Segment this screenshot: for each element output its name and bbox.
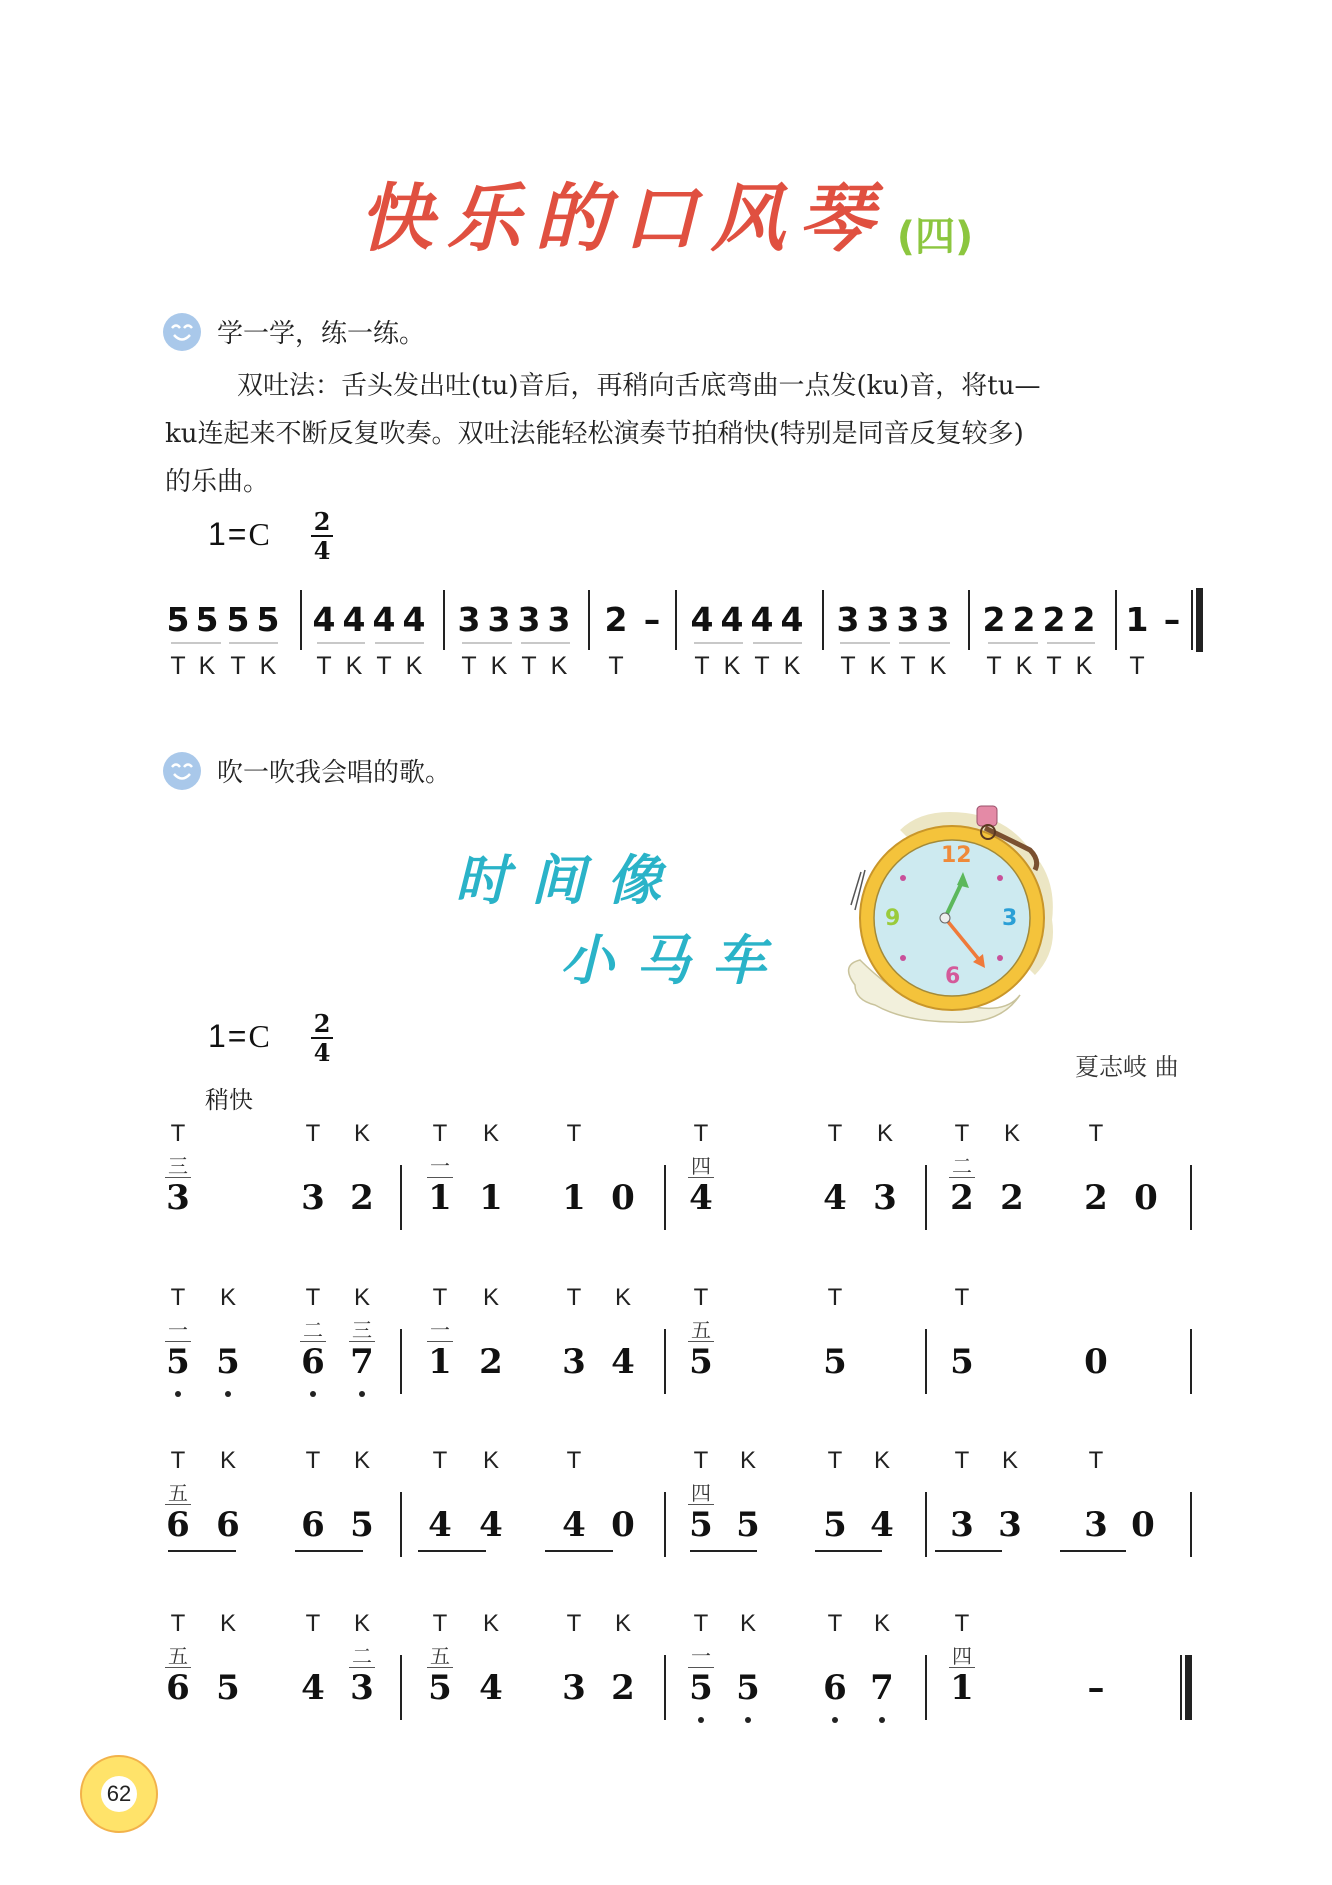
note: 5 (689, 1505, 713, 1545)
note: 6 (216, 1505, 240, 1545)
tongue-syllable: T (693, 1610, 709, 1637)
tongue-syllable: T (954, 1447, 970, 1474)
note: 4 (870, 1505, 894, 1545)
note: 4 (301, 1668, 325, 1708)
note: 1 (950, 1668, 974, 1708)
tongue-syllable: T (1129, 652, 1145, 680)
fingering-number: 一 (688, 1646, 714, 1668)
key-letter: C (248, 515, 270, 552)
bar-line (664, 1655, 666, 1720)
note: 4 (720, 600, 744, 639)
time-beats: 2 (311, 1012, 334, 1039)
paragraph-line: 的乐曲。 (165, 467, 270, 497)
beat-underline (1060, 1550, 1126, 1552)
tongue-syllable: T (693, 1120, 709, 1147)
tongue-syllable: K (490, 652, 508, 680)
tongue-syllable: K (783, 652, 801, 680)
key-signature (208, 507, 333, 565)
svg-text:9: 9 (885, 906, 901, 931)
tongue-syllable: T (376, 652, 392, 680)
bar-line (822, 590, 824, 650)
beat-underline (521, 642, 570, 644)
note: 5 (823, 1342, 847, 1382)
tongue-syllable: T (566, 1447, 582, 1474)
fingering-number: 一 (427, 1320, 453, 1342)
fingering-number: 二 (349, 1646, 375, 1668)
tongue-syllable: K (1001, 1447, 1019, 1474)
note: 5 (166, 1342, 190, 1382)
note: 4 (750, 600, 774, 639)
section1-paragraph (165, 362, 1200, 506)
tongue-syllable: T (608, 652, 624, 680)
tongue-syllable: T (305, 1120, 321, 1147)
note: 0 (1134, 1178, 1158, 1218)
bar-line (400, 1165, 402, 1230)
tempo-marking: 稍快 (205, 1086, 253, 1114)
tongue-syllable: K (739, 1610, 757, 1637)
tongue-syllable: K (739, 1447, 757, 1474)
note: 6 (166, 1668, 190, 1708)
tongue-syllable: T (170, 1447, 186, 1474)
tongue-syllable: K (550, 652, 568, 680)
end-bar-thick (1185, 1655, 1192, 1720)
bar-line (664, 1165, 666, 1230)
bar-line (664, 1329, 666, 1394)
note: 4 (372, 600, 396, 639)
time-unit: 4 (313, 1038, 331, 1067)
note: 4 (312, 600, 336, 639)
bar-line (925, 1655, 927, 1720)
low-octave-dot (225, 1391, 231, 1397)
beat-underline (171, 642, 221, 644)
tongue-syllable: T (461, 652, 477, 680)
note: 5 (216, 1668, 240, 1708)
note: – (1163, 600, 1181, 639)
tongue-syllable: K (219, 1447, 237, 1474)
tongue-syllable: K (873, 1447, 891, 1474)
tongue-syllable: T (432, 1610, 448, 1637)
key-equals: = (227, 1017, 247, 1054)
note: 4 (780, 600, 804, 639)
note: 2 (604, 600, 628, 639)
note: 4 (428, 1505, 452, 1545)
bar-line (675, 590, 677, 650)
beat-underline (317, 642, 365, 644)
note: 1 (428, 1178, 452, 1218)
bar-line (925, 1329, 927, 1394)
note: 4 (402, 600, 426, 639)
note: 2 (950, 1178, 974, 1218)
svg-text:6: 6 (945, 964, 961, 989)
bar-line (400, 1329, 402, 1394)
note: 3 (547, 600, 571, 639)
bar-line (925, 1492, 927, 1557)
tongue-syllable: T (827, 1610, 843, 1637)
tongue-syllable: T (954, 1610, 970, 1637)
note: 6 (301, 1342, 325, 1382)
note: 3 (301, 1178, 325, 1218)
fingering-number: 四 (688, 1156, 714, 1178)
key-tonic: 1 (208, 1017, 226, 1054)
tongue-syllable: T (1088, 1447, 1104, 1474)
bar-line (1190, 1165, 1192, 1230)
tongue-syllable: K (198, 652, 216, 680)
note: 2 (1084, 1178, 1108, 1218)
tongue-syllable: T (954, 1284, 970, 1311)
note: 3 (487, 600, 511, 639)
note: 5 (736, 1668, 760, 1708)
tongue-syllable: K (219, 1284, 237, 1311)
bar-line (588, 590, 590, 650)
note: 2 (479, 1342, 503, 1382)
song-title-line2: 小马车 (560, 929, 788, 992)
note: 7 (350, 1342, 374, 1382)
page-title (0, 160, 1332, 266)
bar-line (925, 1165, 927, 1230)
bar-line (1190, 1329, 1192, 1394)
fingering-number: 一 (427, 1156, 453, 1178)
beat-underline (545, 1550, 613, 1552)
note: 3 (866, 600, 890, 639)
note: 1 (428, 1342, 452, 1382)
fingering-number: 五 (165, 1646, 191, 1668)
tongue-syllable: T (754, 652, 770, 680)
fingering-number: 五 (165, 1483, 191, 1505)
tongue-syllable: T (305, 1447, 321, 1474)
beat-underline (988, 642, 1038, 644)
tongue-syllable: T (305, 1610, 321, 1637)
tongue-syllable: K (219, 1610, 237, 1637)
note: 0 (1131, 1505, 1155, 1545)
composer-credit: 夏志岐 曲 (1075, 1053, 1179, 1081)
tongue-syllable: K (405, 652, 423, 680)
bar-line (1115, 590, 1117, 650)
note: 3 (457, 600, 481, 639)
fingering-number: 五 (688, 1320, 714, 1342)
note: 3 (950, 1505, 974, 1545)
tongue-syllable: K (1075, 652, 1093, 680)
note: 5 (736, 1505, 760, 1545)
note: 4 (562, 1505, 586, 1545)
tongue-syllable: K (482, 1447, 500, 1474)
tongue-syllable: K (353, 1610, 371, 1637)
time-signature (311, 507, 334, 565)
beat-underline (462, 642, 512, 644)
note: 6 (823, 1668, 847, 1708)
low-octave-dot (698, 1717, 704, 1723)
low-octave-dot (359, 1391, 365, 1397)
note: 4 (823, 1178, 847, 1218)
tongue-syllable: K (482, 1120, 500, 1147)
fingering-number: 一 (165, 1320, 191, 1342)
tongue-syllable: T (566, 1610, 582, 1637)
smiley-face-icon (163, 752, 201, 790)
tongue-syllable: T (827, 1284, 843, 1311)
note: 3 (998, 1505, 1022, 1545)
note: 5 (195, 600, 219, 639)
paragraph-line: 双吐法：舌头发出吐(tu)音后，再稍向舌底弯曲一点发(ku)音，将tu— (237, 371, 1041, 401)
fingering-number: 四 (949, 1646, 975, 1668)
note: 2 (1012, 600, 1036, 639)
tongue-syllable: K (482, 1610, 500, 1637)
paragraph-line: ku连起来不断反复吹奏。双吐法能轻松演奏节拍稍快(特别是同音反复较多) (165, 419, 1024, 449)
note: – (643, 600, 661, 639)
tongue-syllable: T (432, 1120, 448, 1147)
tongue-syllable: K (482, 1284, 500, 1311)
note: 0 (611, 1178, 635, 1218)
beat-underline (840, 642, 890, 644)
beat-underline (375, 642, 424, 644)
tongue-syllable: T (305, 1284, 321, 1311)
note: 3 (873, 1178, 897, 1218)
note: 3 (926, 600, 950, 639)
note: 5 (689, 1342, 713, 1382)
note: 2 (611, 1668, 635, 1708)
smiley-face-icon (163, 313, 201, 351)
beat-underline (753, 642, 802, 644)
note: 5 (256, 600, 280, 639)
note: 3 (562, 1668, 586, 1708)
note: 5 (823, 1505, 847, 1545)
tongue-syllable: T (693, 1447, 709, 1474)
time-signature (311, 1009, 334, 1067)
song-title-line1: 时间像 (455, 849, 683, 912)
note: 4 (690, 600, 714, 639)
low-octave-dot (832, 1717, 838, 1723)
note: 5 (216, 1342, 240, 1382)
section1-heading: 学一学，练一练。 (217, 319, 426, 349)
fingering-number: 二 (949, 1156, 975, 1178)
song-key-signature (208, 1009, 333, 1067)
tongue-syllable: K (876, 1120, 894, 1147)
title-main: 快乐的口风琴 (358, 176, 887, 262)
tongue-syllable: T (954, 1120, 970, 1147)
note: 6 (166, 1505, 190, 1545)
fingering-number: 三 (165, 1156, 191, 1178)
end-bar-thick (1196, 588, 1203, 652)
beat-underline (899, 642, 950, 644)
tongue-syllable: T (566, 1284, 582, 1311)
note: 1 (479, 1178, 503, 1218)
note: 3 (350, 1668, 374, 1708)
page-number: 62 (101, 1776, 137, 1812)
end-bar-thin (1180, 1655, 1182, 1720)
note: 6 (301, 1505, 325, 1545)
tongue-syllable: T (432, 1447, 448, 1474)
note: 2 (982, 600, 1006, 639)
bar-line (300, 590, 302, 650)
fingering-number: 二 (300, 1320, 326, 1342)
low-octave-dot (175, 1391, 181, 1397)
tongue-syllable: T (521, 652, 537, 680)
beat-underline (418, 1550, 486, 1552)
key-letter: C (248, 1017, 270, 1054)
low-octave-dot (310, 1391, 316, 1397)
note: 4 (689, 1178, 713, 1218)
tongue-syllable: T (694, 652, 710, 680)
time-beats: 2 (311, 510, 334, 537)
tongue-syllable: K (353, 1284, 371, 1311)
note: 3 (1084, 1505, 1108, 1545)
bar-line (968, 590, 970, 650)
tongue-syllable: K (614, 1284, 632, 1311)
fingering-number: 四 (688, 1483, 714, 1505)
beat-underline (694, 642, 743, 644)
beat-underline (229, 642, 278, 644)
title-sub: (四) (896, 214, 974, 260)
tongue-syllable: K (345, 652, 363, 680)
key-tonic: 1 (208, 515, 226, 552)
end-bar-thin (1191, 590, 1193, 650)
clock-with-horse-carriage-illustration (835, 800, 1065, 1030)
page-number-badge (80, 1755, 158, 1833)
tongue-syllable: T (170, 1120, 186, 1147)
tongue-syllable: T (230, 652, 246, 680)
bar-line (400, 1655, 402, 1720)
note: 5 (166, 600, 190, 639)
fingering-number: 五 (427, 1646, 453, 1668)
note: 2 (1042, 600, 1066, 639)
tongue-syllable: K (723, 652, 741, 680)
bar-line (400, 1492, 402, 1557)
tongue-syllable: K (614, 1610, 632, 1637)
note: 3 (562, 1342, 586, 1382)
note: 4 (611, 1342, 635, 1382)
beat-underline (815, 1550, 882, 1552)
beat-underline (935, 1550, 1002, 1552)
tongue-syllable: K (929, 652, 947, 680)
tongue-syllable: T (900, 652, 916, 680)
tongue-syllable: T (432, 1284, 448, 1311)
note: 5 (350, 1505, 374, 1545)
tongue-syllable: T (170, 1610, 186, 1637)
tongue-syllable: K (259, 652, 277, 680)
bar-line (664, 1492, 666, 1557)
note: – (1087, 1668, 1105, 1708)
tongue-syllable: T (693, 1284, 709, 1311)
tongue-syllable: T (986, 652, 1002, 680)
note: 1 (562, 1178, 586, 1218)
note: 5 (226, 600, 250, 639)
tongue-syllable: K (353, 1447, 371, 1474)
beat-underline (168, 1550, 236, 1552)
tongue-syllable: T (170, 652, 186, 680)
tongue-syllable: T (827, 1447, 843, 1474)
note: 3 (166, 1178, 190, 1218)
tongue-syllable: T (1088, 1120, 1104, 1147)
note: 0 (611, 1505, 635, 1545)
beat-underline (1047, 642, 1095, 644)
note: 3 (896, 600, 920, 639)
note: 4 (479, 1668, 503, 1708)
tongue-syllable: K (873, 1610, 891, 1637)
note: 2 (1000, 1178, 1024, 1218)
note: 0 (1084, 1342, 1108, 1382)
note: 2 (350, 1178, 374, 1218)
tongue-syllable: K (869, 652, 887, 680)
note: 3 (836, 600, 860, 639)
note: 4 (479, 1505, 503, 1545)
note: 1 (1125, 600, 1149, 639)
tongue-syllable: K (1003, 1120, 1021, 1147)
section2-heading: 吹一吹我会唱的歌。 (217, 758, 452, 788)
beat-underline (295, 1550, 363, 1552)
tongue-syllable: T (316, 652, 332, 680)
note: 7 (870, 1668, 894, 1708)
tongue-syllable: K (353, 1120, 371, 1147)
tongue-syllable: T (840, 652, 856, 680)
low-octave-dot (745, 1717, 751, 1723)
svg-text:12: 12 (941, 843, 972, 868)
tongue-syllable: T (1046, 652, 1062, 680)
fingering-number: 三 (349, 1320, 375, 1342)
note: 4 (342, 600, 366, 639)
note: 5 (689, 1668, 713, 1708)
note: 5 (428, 1668, 452, 1708)
bar-line (443, 590, 445, 650)
beat-underline (690, 1550, 757, 1552)
time-unit: 4 (313, 536, 331, 565)
note: 5 (950, 1342, 974, 1382)
note: 3 (517, 600, 541, 639)
tongue-syllable: T (566, 1120, 582, 1147)
low-octave-dot (879, 1717, 885, 1723)
tongue-syllable: K (1015, 652, 1033, 680)
note: 2 (1072, 600, 1096, 639)
tongue-syllable: T (827, 1120, 843, 1147)
key-equals: = (227, 515, 247, 552)
bar-line (1190, 1492, 1192, 1557)
tongue-syllable: T (170, 1284, 186, 1311)
svg-text:3: 3 (1002, 906, 1018, 931)
